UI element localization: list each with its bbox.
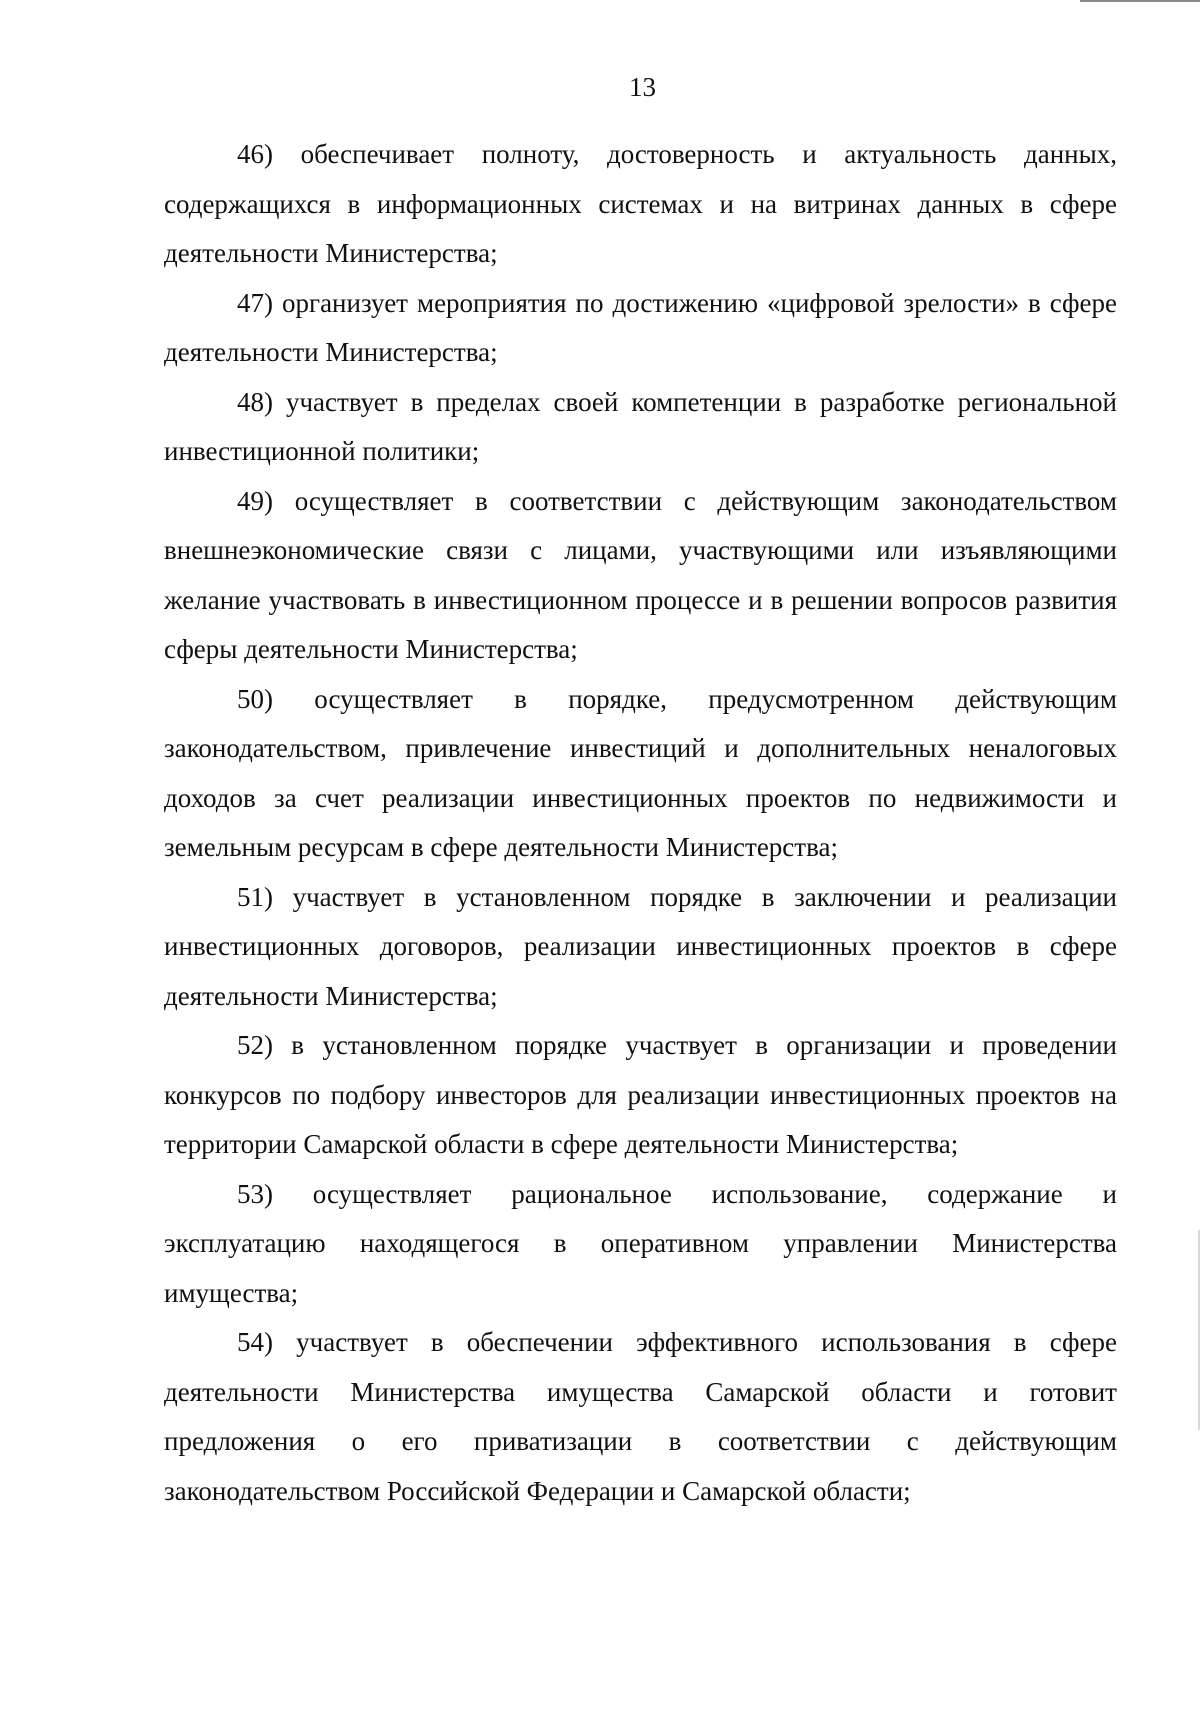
list-item: 47) организует мероприятия по достижению «цифровой зрелости» в сфере деятельности Министерства;	[164, 287, 1117, 367]
list-item: 52) в установленном порядке участвует в организации и проведении конкурсов по подбору инвесторов для реализации инвестиционных проектов на территории Самарской области в сфере деятельности Министерства;	[164, 1030, 1117, 1159]
list-item: 53) осуществляет рациональное использование, содержание и эксплуатацию находящегося в оперативном управлении Министерства имущества;	[164, 1178, 1117, 1308]
document-body	[164, 130, 1117, 1516]
list-item: 51) участвует в установленном порядке в заключении и реализации инвестиционных договоров, реализации инвестиционных проектов в сфере деятельности Министерства;	[164, 881, 1117, 1011]
page-number: 13	[629, 72, 656, 102]
list-item: 50) осуществляет в порядке, предусмотренном действующим законодательством, привлечение инвестиций и дополнительных неналоговых доходов за счет реализации инвестиционных проектов по недвижимости и земельным ресурсам в сфере деятельности Министерства;	[164, 683, 1117, 862]
list-item: 48) участвует в пределах своей компетенции в разработке региональной инвестиционной политики;	[164, 386, 1117, 466]
list-item: 46) обеспечивает полноту, достоверность и актуальность данных, содержащихся в информационных системах и на витринах данных в сфере деятельности Министерства;	[164, 139, 1117, 268]
list-item: 49) осуществляет в соответствии с действующим законодательством внешнеэкономические связи с лицами, участвующими или изъявляющими желание участвовать в инвестиционном процессе и в решении вопросов развития сферы деятельности Министерства;	[164, 485, 1117, 664]
scan-edge-line	[1080, 0, 1200, 2]
list-item: 54) участвует в обеспечении эффективного использования в сфере деятельности Министерства имущества Самарской области и готовит предложения о его приватизации в соответствии с действующим законодательством Российской Федерации и Самарской области;	[164, 1327, 1117, 1506]
